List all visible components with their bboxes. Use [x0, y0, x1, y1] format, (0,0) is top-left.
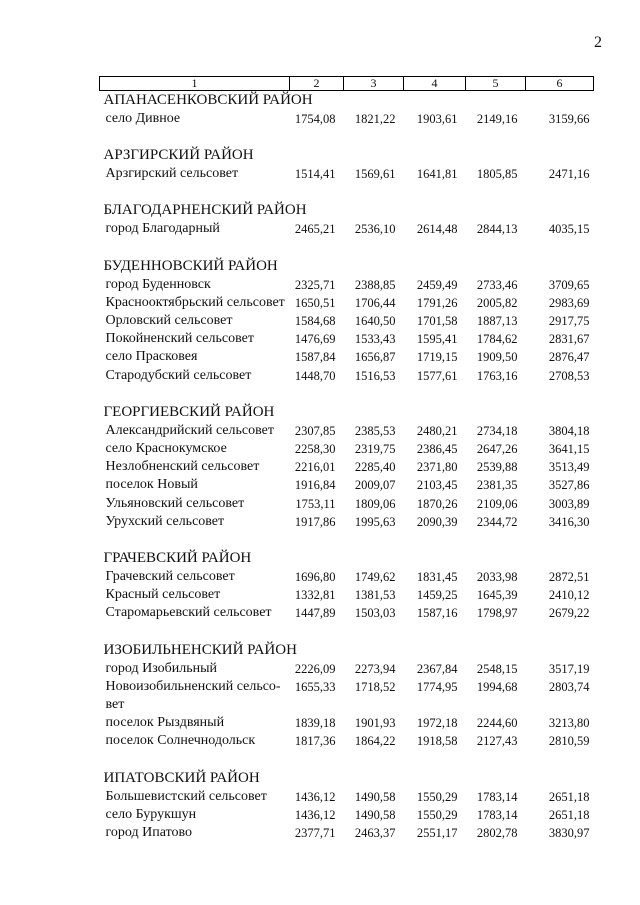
value-cell-col-5: 1798,97 — [476, 606, 518, 621]
settlement-name: село Бурукшун — [105, 806, 197, 822]
section-spacer — [100, 183, 594, 201]
value-cell-col-2: 1917,86 — [294, 514, 336, 529]
table-row — [100, 312, 594, 330]
settlement-name: поселок Рыздвяный — [105, 715, 225, 731]
table-row — [100, 476, 594, 494]
value-cell-col-3: 1718,52 — [354, 679, 396, 694]
value-cell-col-6: 2651,18 — [548, 789, 590, 804]
value-cell-col-3: 1656,87 — [354, 350, 396, 365]
spacer-cell — [100, 385, 594, 403]
settlement-name: Урухский сельсовет — [105, 513, 225, 529]
value-cell-col-3: 2319,75 — [354, 442, 396, 457]
value-cell-col-5: 1887,13 — [476, 314, 518, 329]
value-cell-col-6: 2679,22 — [548, 606, 590, 621]
value-cell-col-2: 1436,12 — [294, 807, 336, 822]
value-cell-col-4: 1641,81 — [416, 167, 458, 182]
value-cell-col-4: 1903,61 — [416, 112, 458, 126]
value-cell-col-5: 1783,14 — [476, 807, 518, 822]
value-cell-col-4: 2551,17 — [416, 826, 458, 841]
district-heading-row — [100, 641, 594, 660]
district-heading: БУДЕННОВСКИЙ РАЙОН — [103, 257, 278, 274]
value-cell-col-6: 2917,75 — [548, 314, 590, 329]
value-cell-col-5: 1645,39 — [476, 588, 518, 603]
column-header-4: 4 — [404, 77, 466, 91]
table-row — [100, 568, 594, 586]
settlement-name: Старомарьевский сельсовет — [105, 605, 272, 621]
value-cell-col-2: 1448,70 — [294, 368, 336, 383]
value-cell-col-3: 2385,53 — [354, 423, 396, 438]
value-cell-col-3: 1533,43 — [354, 332, 396, 347]
value-cell-col-3: 1749,62 — [354, 570, 396, 585]
value-cell-col-4: 2614,48 — [416, 222, 458, 237]
value-cell-col-2: 1587,84 — [294, 350, 336, 365]
table-row — [100, 660, 594, 678]
table-row — [100, 806, 594, 824]
value-cell-col-2: 1447,89 — [294, 606, 336, 621]
value-cell-col-6 — [526, 696, 594, 714]
value-cell-col-6: 3003,89 — [548, 496, 590, 511]
table-row — [100, 276, 594, 294]
value-cell-col-3: 2273,94 — [354, 661, 396, 676]
table-row — [100, 513, 594, 531]
table-row — [100, 678, 594, 696]
settlement-name: село Краснокумское — [105, 441, 227, 457]
value-cell-col-5: 2734,18 — [476, 423, 518, 438]
value-cell-col-2: 1754,08 — [294, 112, 336, 126]
settlement-name: поселок Солнечнодольск — [105, 733, 256, 749]
value-cell-col-6: 3709,65 — [548, 277, 590, 292]
section-spacer — [100, 623, 594, 641]
value-cell-col-5: 2548,15 — [476, 661, 518, 676]
value-cell-col-3: 1569,61 — [354, 167, 396, 182]
section-spacer — [100, 531, 594, 549]
value-cell-col-4: 1831,45 — [416, 570, 458, 585]
value-cell-col-4: 1972,18 — [416, 716, 458, 731]
value-cell-col-4: 2459,49 — [416, 277, 458, 292]
column-header-2: 2 — [290, 77, 344, 91]
value-cell-col-2: 1696,80 — [294, 570, 336, 585]
table-row — [100, 220, 594, 238]
value-cell-col-3: 1995,63 — [354, 514, 396, 529]
table-row — [100, 732, 594, 750]
table-row — [100, 348, 594, 366]
value-cell-col-3 — [344, 696, 404, 714]
settlement-name: город Буденновск — [105, 276, 211, 292]
district-heading-row — [100, 769, 594, 788]
spacer-cell — [100, 531, 594, 549]
value-cell-col-2: 1650,51 — [294, 295, 336, 310]
value-cell-col-4: 1550,29 — [416, 807, 458, 822]
value-cell-col-4 — [404, 696, 466, 714]
table-row — [100, 696, 594, 714]
value-cell-col-5: 2344,72 — [476, 514, 518, 529]
value-cell-col-6: 3213,80 — [548, 716, 590, 731]
value-cell-col-5: 2127,43 — [476, 734, 518, 749]
value-cell-col-6: 3641,15 — [548, 442, 590, 457]
value-cell-col-3: 1516,53 — [354, 368, 396, 383]
value-cell-col-6: 2876,47 — [548, 350, 590, 365]
table-row — [100, 714, 594, 732]
value-cell-col-5: 2109,06 — [476, 496, 518, 511]
value-cell-col-4: 2103,45 — [416, 478, 458, 493]
value-cell-col-5: 1994,68 — [476, 679, 518, 694]
settlement-name: Красный сельсовет — [105, 587, 221, 603]
value-cell-col-3: 1381,53 — [354, 588, 396, 603]
settlement-name: вет — [105, 697, 125, 713]
value-cell-col-4: 2480,21 — [416, 423, 458, 438]
value-cell-col-2: 1839,18 — [294, 716, 336, 731]
value-cell-col-5: 2844,13 — [476, 222, 518, 237]
tariff-table — [99, 76, 594, 842]
spacer-cell — [100, 183, 594, 201]
value-cell-col-6: 2831,67 — [548, 332, 590, 347]
value-cell-col-4: 1550,29 — [416, 789, 458, 804]
section-spacer — [100, 385, 594, 403]
table-row — [100, 495, 594, 513]
value-cell-col-5: 2647,26 — [476, 442, 518, 457]
value-cell-col-6: 3416,30 — [548, 514, 590, 529]
value-cell-col-4: 1701,58 — [416, 314, 458, 329]
settlement-name: город Изобильный — [105, 660, 218, 676]
value-cell-col-5: 2733,46 — [476, 277, 518, 292]
settlement-name: город Ипатово — [105, 825, 193, 841]
district-heading: ГЕОРГИЕВСКИЙ РАЙОН — [103, 403, 275, 420]
settlement-name: Покойненский сельсовет — [105, 331, 254, 347]
value-cell-col-4: 1791,26 — [416, 295, 458, 310]
value-cell-col-2: 1753,11 — [295, 496, 336, 511]
value-cell-col-2: 1476,69 — [294, 332, 336, 347]
value-cell-col-5: 2005,82 — [476, 295, 518, 310]
value-cell-col-4: 1870,26 — [416, 496, 458, 511]
value-cell-col-3: 2285,40 — [354, 460, 396, 475]
column-header-1: 1 — [100, 77, 290, 91]
value-cell-col-5: 2244,60 — [476, 716, 518, 731]
district-heading: АПАНАСЕНКОВСКИЙ РАЙОН — [103, 92, 313, 108]
value-cell-col-5: 2539,88 — [476, 460, 518, 475]
value-cell-col-6: 2471,16 — [548, 167, 590, 182]
spacer-cell — [100, 623, 594, 641]
value-cell-col-6: 2651,18 — [548, 807, 590, 822]
settlement-name: Александрийский сельсовет — [105, 422, 275, 438]
value-cell-col-4: 1459,25 — [416, 588, 458, 603]
table-row — [100, 422, 594, 440]
settlement-name: село Дивное — [105, 111, 181, 126]
settlement-name: Новоизобильненский сельсо- — [105, 678, 281, 694]
district-heading-row — [100, 257, 594, 276]
value-cell-col-3: 1706,44 — [354, 295, 396, 310]
value-cell-col-3: 1809,06 — [354, 496, 396, 511]
settlement-name: Орловский сельсовет — [105, 313, 233, 329]
value-cell-col-6: 3804,18 — [548, 423, 590, 438]
district-heading: ГРАЧЕВСКИЙ РАЙОН — [103, 550, 252, 567]
value-cell-col-5: 2149,16 — [476, 112, 518, 126]
section-spacer — [100, 239, 594, 257]
value-cell-col-6: 2803,74 — [548, 679, 590, 694]
value-cell-col-4: 2367,84 — [416, 661, 458, 676]
value-cell-col-5: 1909,50 — [476, 350, 518, 365]
value-cell-col-6: 3830,97 — [548, 826, 590, 841]
value-cell-col-5: 1783,14 — [476, 789, 518, 804]
value-cell-col-5: 2802,78 — [476, 826, 518, 841]
value-cell-col-2: 1332,81 — [294, 588, 336, 603]
value-cell-col-6: 2983,69 — [548, 295, 590, 310]
settlement-name: поселок Новый — [105, 477, 198, 493]
settlement-name: Краснооктябрьский сельсовет — [105, 294, 285, 310]
table-body — [100, 91, 594, 843]
value-cell-col-3: 1901,93 — [354, 716, 396, 731]
spacer-cell — [100, 751, 594, 769]
value-cell-col-3: 2388,85 — [354, 277, 396, 292]
value-cell-col-2: 1655,33 — [294, 679, 336, 694]
spacer-cell — [100, 128, 594, 146]
value-cell-col-2: 2226,09 — [294, 661, 336, 676]
settlement-name: город Благодарный — [105, 221, 220, 237]
section-spacer — [100, 128, 594, 146]
value-cell-col-3: 1864,22 — [354, 734, 396, 749]
settlement-name: село Прасковея — [105, 349, 198, 365]
table-row — [100, 586, 594, 604]
table-row — [100, 110, 594, 128]
value-cell-col-4: 2386,45 — [416, 442, 458, 457]
value-cell-col-6: 3513,49 — [548, 460, 590, 475]
value-cell-col-5 — [466, 696, 526, 714]
value-cell-col-3: 2536,10 — [354, 222, 396, 237]
district-heading-row — [100, 549, 594, 568]
value-cell-col-2: 1514,41 — [294, 167, 336, 182]
value-cell-col-3: 2009,07 — [354, 478, 396, 493]
section-spacer — [100, 751, 594, 769]
value-cell-col-6: 3517,19 — [548, 661, 590, 676]
value-cell-col-3: 2463,37 — [354, 826, 396, 841]
value-cell-col-2: 1584,68 — [294, 314, 336, 329]
value-cell-col-4: 2090,39 — [416, 514, 458, 529]
settlement-name: Большевистский сельсовет — [105, 788, 267, 804]
value-cell-col-4: 1595,41 — [416, 332, 458, 347]
column-header-6: 6 — [526, 77, 594, 91]
spacer-cell — [100, 239, 594, 257]
value-cell-col-2: 2465,21 — [294, 222, 336, 237]
value-cell-col-4: 1918,58 — [416, 734, 458, 749]
value-cell-col-5: 1763,16 — [476, 368, 518, 383]
column-header-5: 5 — [466, 77, 526, 91]
table-row — [100, 330, 594, 348]
value-cell-col-5: 1784,62 — [476, 332, 518, 347]
district-heading-row — [100, 403, 594, 422]
district-heading: ИЗОБИЛЬНЕНСКИЙ РАЙОН — [103, 641, 297, 658]
value-cell-col-4: 1587,16 — [416, 606, 458, 621]
value-cell-col-4: 1719,15 — [416, 350, 458, 365]
value-cell-col-2: 1817,36 — [294, 734, 336, 749]
table-row — [100, 440, 594, 458]
value-cell-col-5: 2381,35 — [476, 478, 518, 493]
value-cell-col-4: 1577,61 — [416, 368, 458, 383]
table-row — [100, 294, 594, 312]
value-cell-col-3: 1503,03 — [354, 606, 396, 621]
table-row — [100, 824, 594, 842]
value-cell-col-2: 2377,71 — [294, 826, 336, 841]
value-cell-col-2: 1916,84 — [294, 478, 336, 493]
settlement-name: Ульяновский сельсовет — [105, 495, 245, 511]
value-cell-col-6: 3159,66 — [548, 112, 590, 126]
district-heading: БЛАГОДАРНЕНСКИЙ РАЙОН — [103, 202, 307, 219]
value-cell-col-5: 1805,85 — [476, 167, 518, 182]
district-heading-row — [100, 146, 594, 165]
table-header-row — [100, 77, 594, 91]
settlement-name: Арзгирский сельсовет — [105, 166, 239, 182]
table-row — [100, 367, 594, 385]
value-cell-col-6: 2872,51 — [548, 570, 590, 585]
value-cell-col-4: 1774,95 — [416, 679, 458, 694]
value-cell-col-3: 1490,58 — [354, 789, 396, 804]
table-row — [100, 458, 594, 476]
district-heading-row — [100, 201, 594, 220]
district-heading: ИПАТОВСКИЙ РАЙОН — [103, 769, 260, 786]
value-cell-col-3: 1821,22 — [354, 112, 396, 126]
value-cell-col-3: 1640,50 — [354, 314, 396, 329]
table-row — [100, 788, 594, 806]
value-cell-col-6: 3527,86 — [548, 478, 590, 493]
table-row — [100, 165, 594, 183]
settlement-name: Незлобненский сельсовет — [105, 459, 260, 475]
tariff-table-container — [99, 76, 593, 842]
settlement-name: Грачевский сельсовет — [105, 569, 235, 585]
settlement-name: Стародубский сельсовет — [105, 367, 252, 383]
district-heading-row — [100, 91, 594, 111]
value-cell-col-2: 1436,12 — [294, 789, 336, 804]
value-cell-col-5: 2033,98 — [476, 570, 518, 585]
page-number: 2 — [594, 34, 602, 51]
district-heading: АРЗГИРСКИЙ РАЙОН — [103, 147, 254, 164]
table-row — [100, 604, 594, 622]
value-cell-col-4: 2371,80 — [416, 460, 458, 475]
value-cell-col-6: 4035,15 — [548, 222, 590, 237]
value-cell-col-2: 2307,85 — [294, 423, 336, 438]
value-cell-col-6: 2810,59 — [548, 734, 590, 749]
value-cell-col-2 — [290, 696, 344, 714]
value-cell-col-6: 2410,12 — [548, 588, 590, 603]
value-cell-col-2: 2325,71 — [294, 277, 336, 292]
value-cell-col-3: 1490,58 — [354, 807, 396, 822]
value-cell-col-6: 2708,53 — [548, 368, 590, 383]
value-cell-col-2: 2216,01 — [294, 460, 336, 475]
value-cell-col-2: 2258,30 — [294, 442, 336, 457]
column-header-3: 3 — [344, 77, 404, 91]
